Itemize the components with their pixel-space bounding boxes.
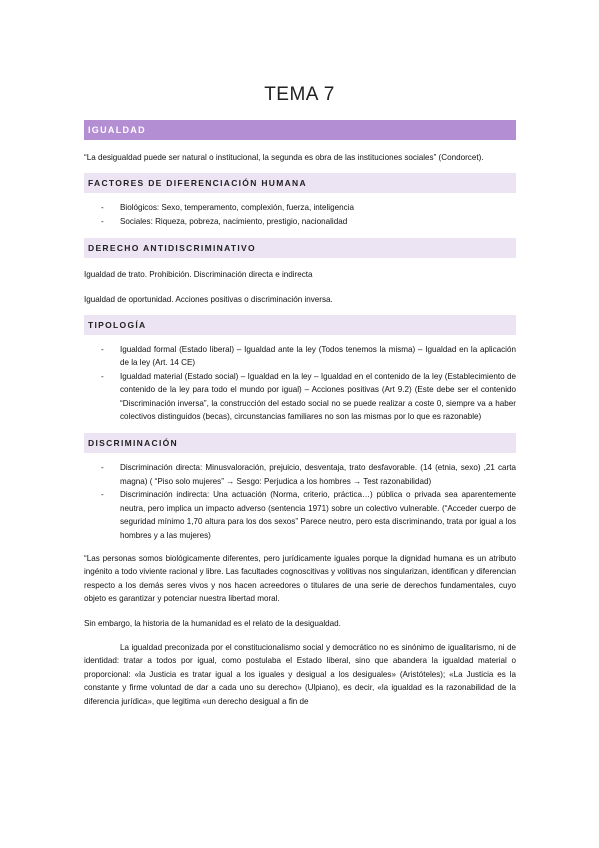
paragraph: Igualdad de trato. Prohibición. Discriminación directa e indirecta [84, 270, 313, 280]
bullet-dash: - [101, 371, 104, 381]
bullet-dash: - [101, 490, 104, 500]
section-heading-igualdad: IGUALDAD [84, 120, 516, 140]
paragraph: Igualdad de oportunidad. Acciones positivas o discriminación inversa. [84, 294, 333, 304]
list-item-text: Igualdad formal (Estado liberal) – Igualdad ante la ley (Todos tenemos la misma) – Igualdad en la aplicación de la ley (Art. 14 CE) [120, 345, 516, 368]
list-item-text: Discriminación indirecta: Una actuación (Norma, criterio, práctica…) pública o privada sea aparentemente neutra, pero implica un impacto adverso (sentencia 1971) sobre un colectivo vulnerable. (“Acceder cuerpo de seguridad mínimo 1,70 altura para los dos sexos” Parece neutro, pero esta discriminando, trata por igual a los hombres y a las mujeres) [120, 490, 516, 540]
paragraph: Sin embargo, la historia de la humanidad es el relato de la desigualdad. [84, 618, 341, 628]
list-item-text: Sociales: Riqueza, pobreza, nacimiento, prestigio, nacionalidad [120, 216, 348, 226]
list-item [84, 215, 516, 228]
bullet-dash: - [101, 216, 104, 226]
list-item-text: Biológicos: Sexo, temperamento, complexión, fuerza, inteligencia [120, 203, 354, 213]
section-heading-discriminacion: DISCRIMINACIÓN [84, 433, 516, 453]
list-item [84, 488, 516, 542]
section-heading-tipologia: TIPOLOGÍA [84, 315, 516, 335]
section-heading-derecho: DERECHO ANTIDISCRIMINATIVO [84, 238, 516, 258]
paragraph: La igualdad preconizada por el constitucionalismo social y democrático no es sinónimo de igualitarismo, ni de identidad: tratar a todos por igual, como postulaba el Estado liberal, sino que abandera la igualdad material o proporcional: «la Justicia es tratar igual a los iguales y desigual a los desiguales» (Aristóteles); «La Justicia es la constante y firme voluntad de dar a cada uno su derecho» (Ulpiano), es decir, «la igualdad es la razonabilidad de la diferencia jurídica», que legitima «un derecho desigual a fin de [84, 642, 516, 706]
paragraph: “Las personas somos biológicamente diferentes, pero jurídicamente iguales porque la dignidad humana es un atributo ingénito a todo viviente racional y libre. Las facultades cognoscitivas y volitivas nos singularizan, identifican y diferencian respecto a los demás seres vivos y nos hacen acreedores o titulares de una serie de derechos fundamentales, cuyo objeto es garantizar y potenciar nuestra libertad moral. [84, 553, 516, 604]
document-body [84, 120, 516, 708]
factores-list [84, 201, 516, 228]
section-heading-factores: FACTORES DE DIFERENCIACIÓN HUMANA [84, 173, 516, 193]
bullet-dash: - [101, 345, 104, 355]
tipologia-list [84, 343, 516, 423]
list-item [84, 370, 516, 424]
list-item [84, 461, 516, 488]
list-item-text: Discriminación directa: Minusvaloración, prejuicio, desventaja, trato desfavorable. (14 (etnia, sexo) ,21 carta magna) ( “Piso solo mujeres” → Sesgo: Perjudica a los hombres → Test razonabilidad) [120, 463, 516, 486]
list-item-text: Igualdad material (Estado social) – Igualdad en la ley – Igualdad en el contenido de la ley (Establecimiento de contenido de la ley para todo el mundo por igual) – Acciones positivas (Art 9.2) (Este debe ser el contenido “Discriminación inversa”, la construcción del estado social no se puede realizar a coste 0, siempre va a haber colectivos distinguidos (becas), circunstancias familiares no son las mismas por lo que es razonable) [120, 371, 516, 422]
list-item [84, 343, 516, 370]
condorcet-quote: “La desigualdad puede ser natural o institucional, la segunda es obra de las instituciones sociales” (Condorcet). [84, 153, 484, 162]
bullet-dash: - [101, 463, 104, 473]
bullet-dash: - [101, 203, 104, 213]
list-item [84, 201, 516, 214]
document-title: TEMA 7 [264, 84, 335, 105]
discriminacion-list [84, 461, 516, 541]
